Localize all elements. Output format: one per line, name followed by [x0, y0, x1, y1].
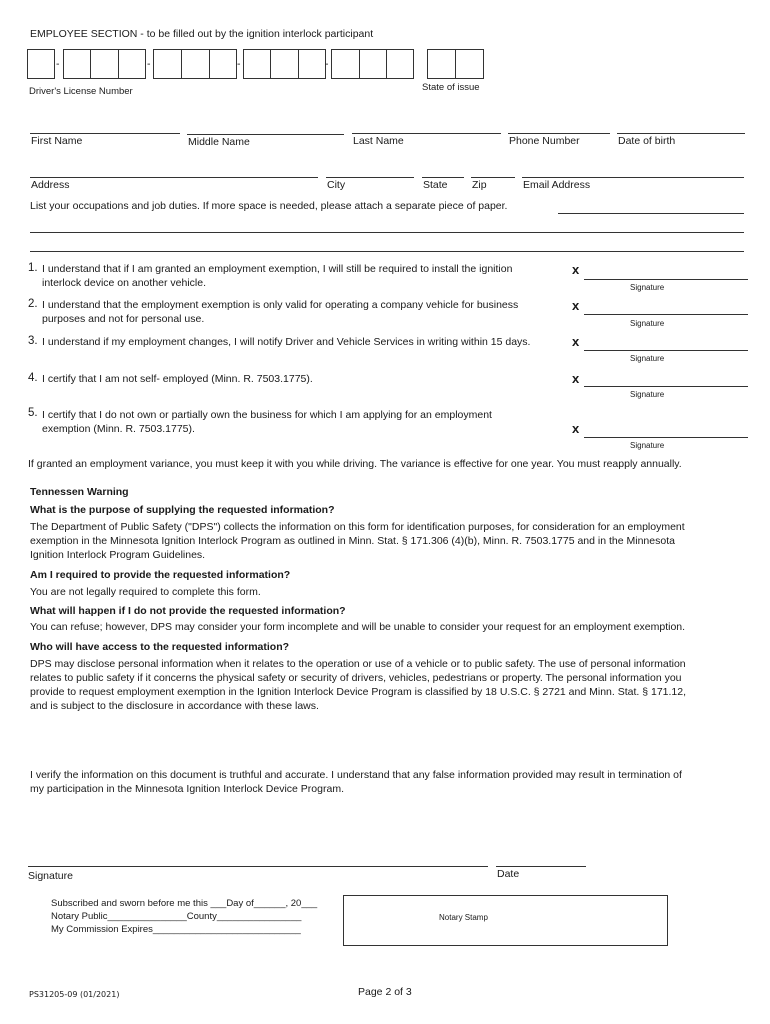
answer-3-line: You can refuse; however, DPS may consider your form incomplete and will be unable to consider your request for an employment exemption. [30, 621, 686, 633]
signature-label: Signature [630, 283, 665, 292]
statement-number: 5. [28, 407, 38, 419]
answer-1-line: exemption in the Minnesota Ignition Interlock Program as outlined in Minn. Stat. § 171.306 (4)(b), Minn. R. 7503.1775 and in the Minnesota [30, 535, 675, 547]
signature-line[interactable] [584, 437, 748, 438]
statement-text: I understand that if I am granted an employment exemption, I will still be required to install the ignition [42, 263, 513, 275]
signature-label: Signature [630, 390, 665, 399]
signature-line[interactable] [584, 279, 748, 280]
zip-label: Zip [472, 179, 487, 191]
occupation-line[interactable] [30, 232, 744, 233]
license-dash: - [147, 58, 151, 70]
statement-text: purposes and not for personal use. [42, 313, 205, 325]
license-box[interactable] [209, 49, 237, 79]
final-date-label: Date [497, 868, 520, 880]
notary-stamp-label: Notary Stamp [439, 913, 488, 922]
statement-number: 3. [28, 335, 38, 347]
license-dash: - [56, 58, 60, 70]
section-title: EMPLOYEE SECTION - to be filled out by the ignition interlock participant [30, 28, 374, 40]
signature-label: Signature [630, 319, 665, 328]
form-id: PS31205-09 (01/2021) [29, 990, 120, 999]
answer-2-line: You are not legally required to complete this form. [30, 586, 261, 598]
signature-line[interactable] [584, 386, 748, 387]
license-box[interactable] [90, 49, 119, 79]
statement-text: exemption (Minn. R. 7503.1775). [42, 423, 195, 435]
tennessen-title: Tennessen Warning [30, 486, 129, 498]
license-box[interactable] [118, 49, 146, 79]
answer-1-line: The Department of Public Safety ("DPS") collects the information on this form for identification purposes, for consideration for an employment [30, 521, 685, 533]
x-mark: x [572, 371, 580, 386]
statement-number: 1. [28, 262, 38, 274]
question-2: Am I required to provide the requested information? [30, 569, 291, 581]
page-number: Page 2 of 3 [358, 986, 412, 998]
license-box[interactable] [359, 49, 387, 79]
answer-4-line: relates to public safety if it concerns the physical safety or security of drivers, vehicles, pedestrians or property. The personal information you [30, 672, 682, 684]
occupation-prompt: List your occupations and job duties. If more space is needed, please attach a separate piece of paper. [30, 200, 508, 212]
city-label: City [327, 179, 346, 191]
license-box[interactable] [63, 49, 91, 79]
signature-line[interactable] [584, 314, 748, 315]
statement-number: 2. [28, 298, 38, 310]
x-mark: x [572, 421, 580, 436]
signature-line[interactable] [584, 350, 748, 351]
license-box[interactable] [270, 49, 299, 79]
phone-label: Phone Number [509, 135, 580, 147]
final-signature-label: Signature [28, 870, 73, 882]
x-mark: x [572, 262, 580, 277]
notary-sworn-line: Subscribed and sworn before me this ___Day of______, 20___ [51, 898, 318, 909]
answer-1-line: Ignition Interlock Program Guidelines. [30, 549, 206, 561]
last-name-label: Last Name [353, 135, 404, 147]
license-box[interactable] [27, 49, 55, 79]
verify-line: I verify the information on this document is truthful and accurate. I understand that any false information provided may result in termination of [30, 769, 682, 781]
statement-text: interlock device on another vehicle. [42, 277, 207, 289]
address-label: Address [31, 179, 70, 191]
final-signature-line[interactable] [28, 866, 488, 867]
state-label: State [423, 179, 448, 191]
statement-number: 4. [28, 372, 38, 384]
license-box[interactable] [386, 49, 414, 79]
license-box[interactable] [153, 49, 182, 79]
x-mark: x [572, 298, 580, 313]
statement-text: I certify that I am not self- employed (Minn. R. 7503.1775). [42, 373, 313, 385]
dob-label: Date of birth [618, 135, 676, 147]
address-line[interactable] [30, 177, 318, 178]
notary-stamp-box [343, 895, 668, 946]
state-box[interactable] [427, 49, 456, 79]
license-box[interactable] [243, 49, 271, 79]
signature-label: Signature [630, 441, 665, 450]
first-name-label: First Name [31, 135, 83, 147]
license-box[interactable] [331, 49, 360, 79]
statement-text: I understand that the employment exemption is only valid for operating a company vehicle for business [42, 299, 519, 311]
state-box[interactable] [455, 49, 484, 79]
license-label: Driver's License Number [29, 86, 133, 97]
question-3: What will happen if I do not provide the requested information? [30, 605, 346, 617]
verify-line: my participation in the Minnesota Ignition Interlock Device Program. [30, 783, 344, 795]
email-label: Email Address [523, 179, 591, 191]
notary-commission-line: My Commission Expires____________________________ [51, 924, 301, 935]
license-box[interactable] [298, 49, 326, 79]
occupation-line[interactable] [558, 213, 744, 214]
answer-4-line: DPS may disclose personal information when it relates to the operation or use of a vehicle or to public safety. The use of personal information [30, 658, 686, 670]
x-mark: x [572, 334, 580, 349]
answer-4-line: provide to request employment exemption in the Ignition Interlock Device Program is classified by 18 U.S.C. § 2721 and Minn. Stat. § 171.12, [30, 686, 687, 698]
question-1: What is the purpose of supplying the requested information? [30, 504, 335, 516]
statement-text: I understand if my employment changes, I will notify Driver and Vehicle Services in writing within 15 days. [42, 336, 531, 348]
answer-4-line: and is subject to the disclosure in accordance with these laws. [30, 700, 319, 712]
signature-label: Signature [630, 354, 665, 363]
variance-note: If granted an employment variance, you must keep it with you while driving. The variance is effective for one year. You must reapply annually. [28, 458, 682, 470]
state-of-issue-label: State of issue [422, 82, 480, 93]
question-4: Who will have access to the requested information? [30, 641, 290, 653]
license-dash: - [237, 58, 241, 70]
statement-text: I certify that I do not own or partially own the business for which I am applying for an employment [42, 409, 492, 421]
occupation-line[interactable] [30, 251, 744, 252]
notary-public-line: Notary Public_______________County________________ [51, 911, 302, 922]
license-dash: - [325, 58, 329, 70]
middle-name-label: Middle Name [188, 136, 250, 148]
license-box[interactable] [181, 49, 210, 79]
